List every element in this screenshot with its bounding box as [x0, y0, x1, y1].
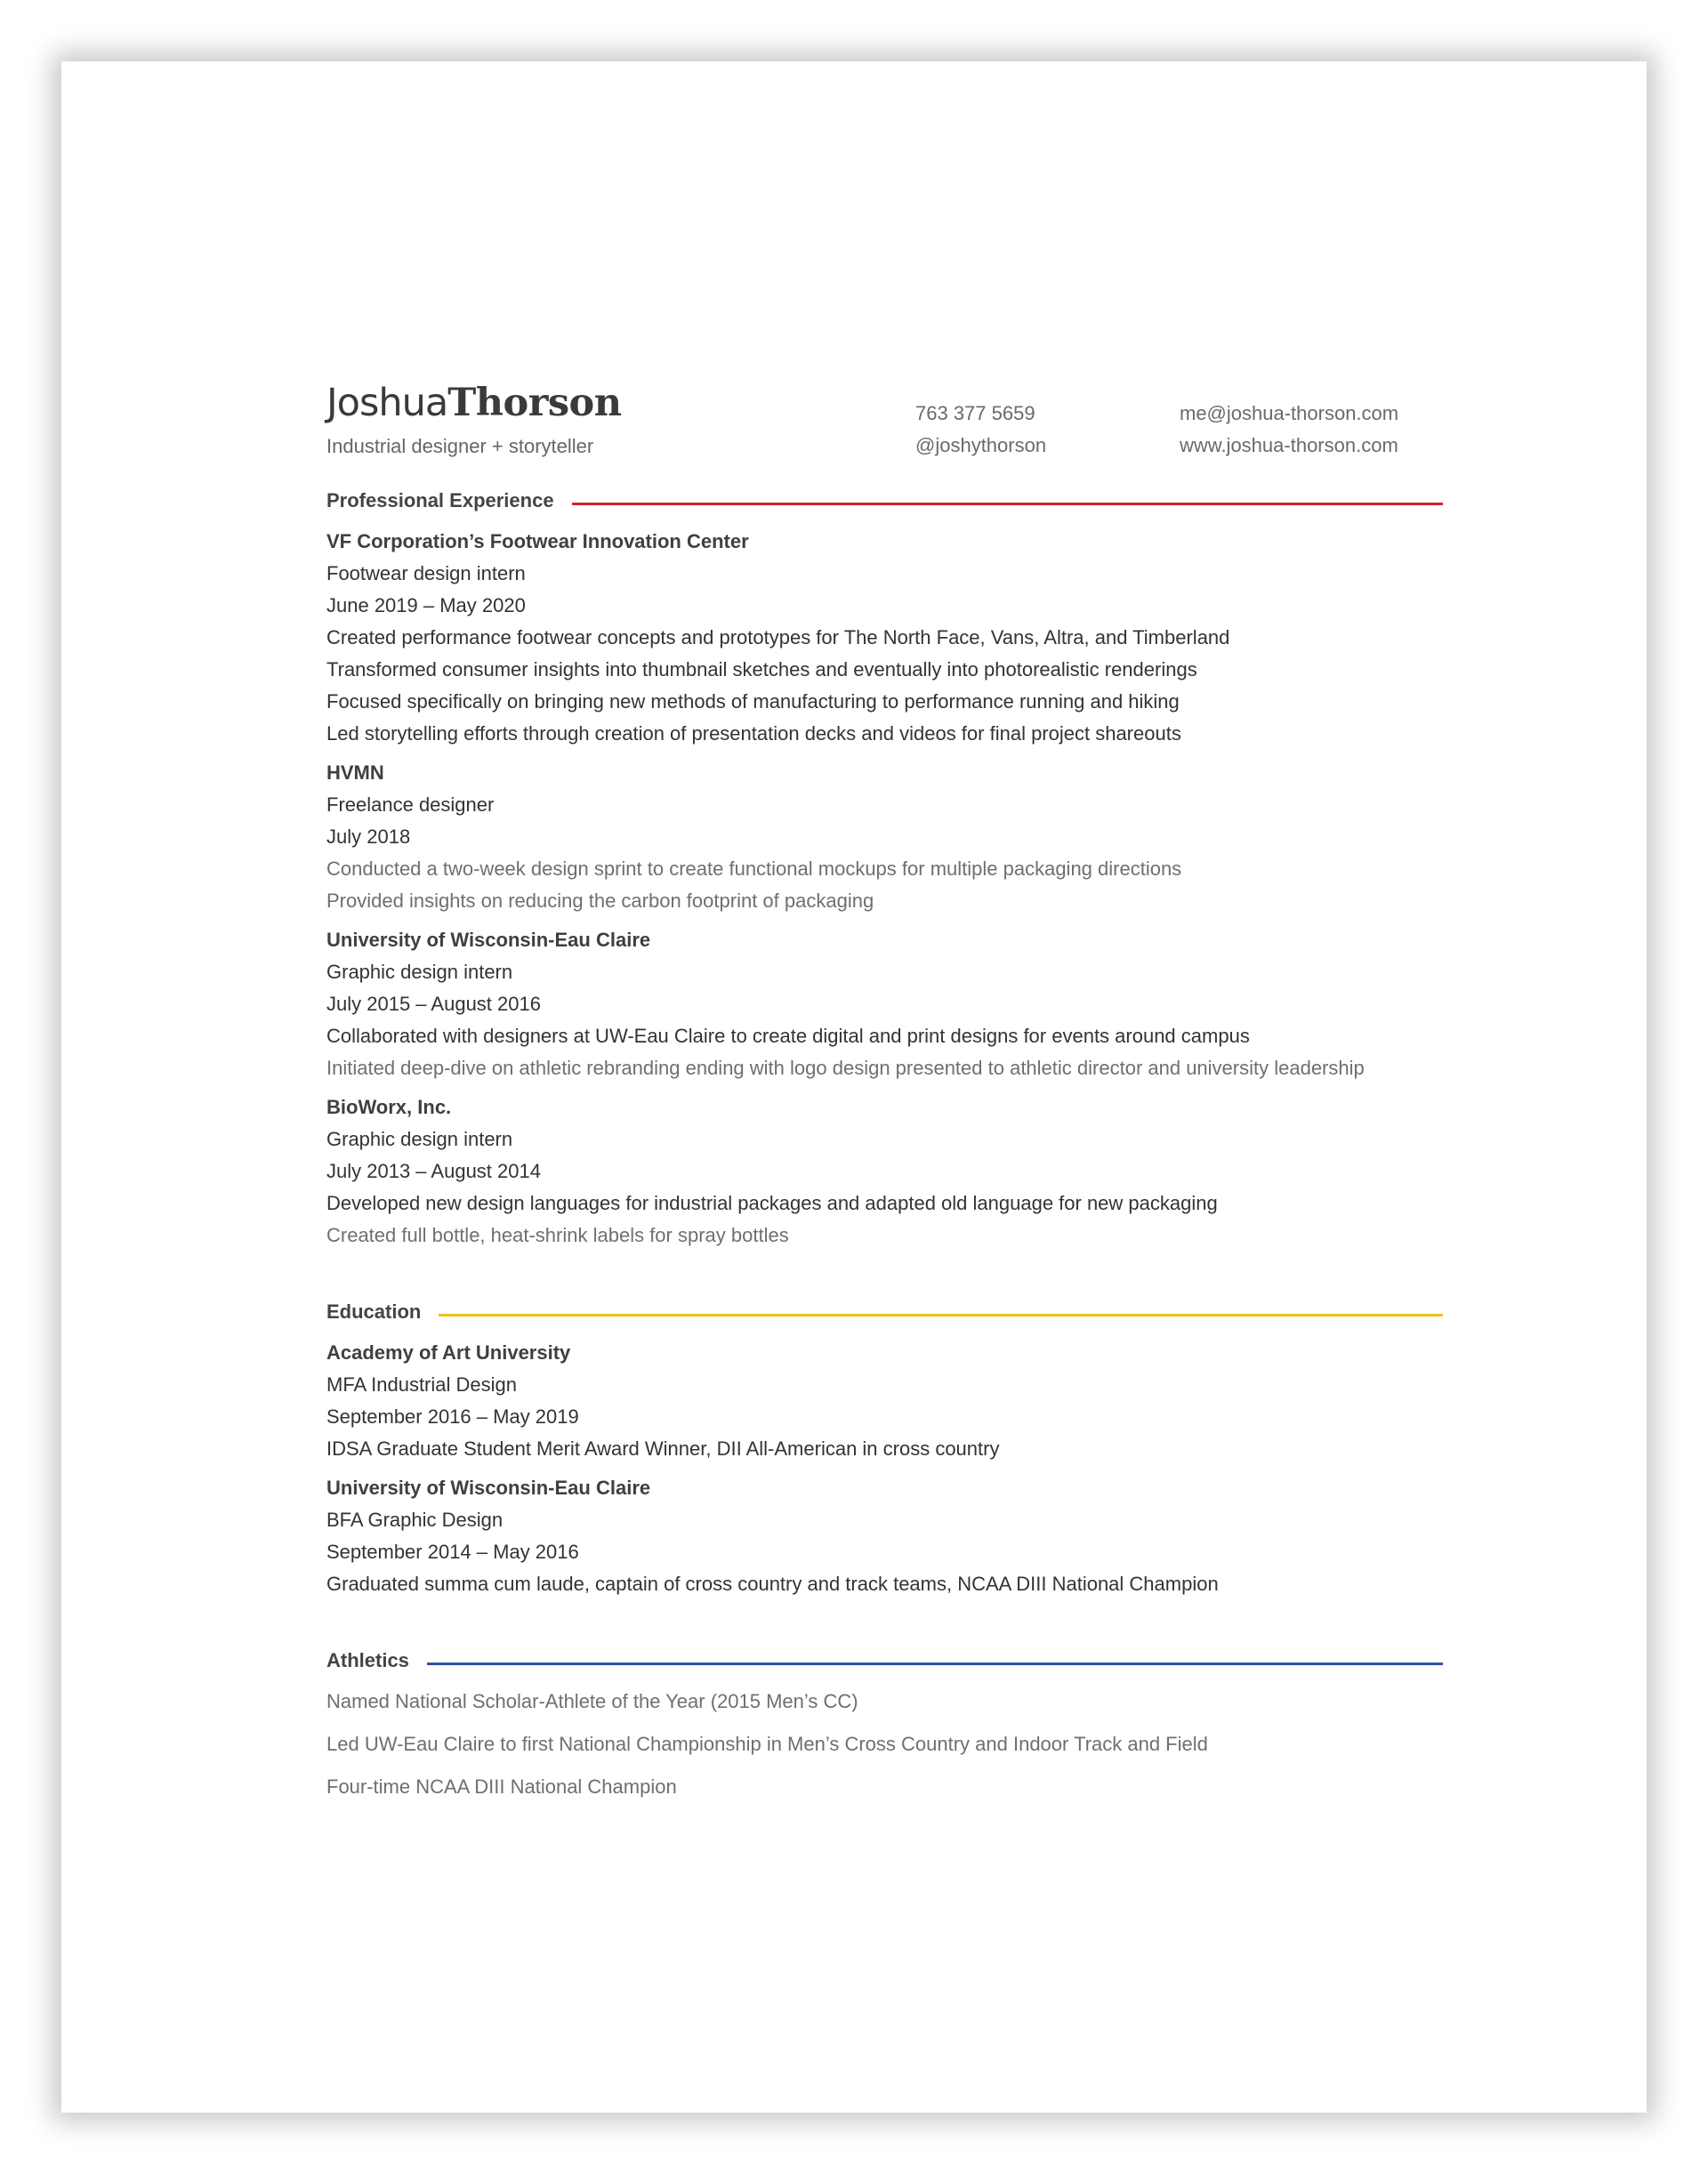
job-description: Created full bottle, heat-shrink labels for spray bottles: [326, 1224, 789, 1246]
job-dates: July 2015 – August 2016: [326, 993, 541, 1015]
job-description: Provided insights on reducing the carbon footprint of packaging: [326, 890, 874, 912]
job-description: Developed new design languages for industrial packages and adapted old language for new packaging: [326, 1192, 1218, 1214]
resume-content: [326, 380, 1443, 1808]
experience-heading: [326, 483, 1443, 519]
athletics-achievement: Named National Scholar-Athlete of the Year (2015 Men’s CC): [326, 1690, 858, 1712]
employer-name: VF Corporation’s Footwear Innovation Center: [326, 530, 749, 552]
degree-name: MFA Industrial Design: [326, 1373, 517, 1396]
experience-entry: [326, 757, 1443, 917]
resume-header: [326, 380, 1443, 469]
education-note: Graduated summa cum laude, captain of cross country and track teams, NCAA DIII National Champion: [326, 1573, 1219, 1595]
job-dates: June 2019 – May 2020: [326, 594, 526, 616]
job-description: Led storytelling efforts through creation of presentation decks and videos for final project shareouts: [326, 722, 1181, 745]
experience-entry: [326, 1091, 1443, 1252]
email-address[interactable]: me@joshua-thorson.com: [1180, 402, 1399, 424]
phone-number: 763 377 5659: [915, 402, 1035, 424]
job-description: Focused specifically on bringing new methods of manufacturing to performance running and hiking: [326, 690, 1180, 713]
employer-name: BioWorx, Inc.: [326, 1096, 452, 1118]
education-section: [326, 1294, 1443, 1600]
contact-column-web: [1180, 398, 1398, 462]
full-name: [326, 380, 622, 426]
website-url[interactable]: www.joshua-thorson.com: [1180, 434, 1398, 456]
experience-entry: [326, 924, 1443, 1084]
athletics-rule: [427, 1663, 1443, 1665]
school-name: University of Wisconsin-Eau Claire: [326, 1477, 651, 1499]
education-heading: [326, 1294, 1443, 1330]
education-dates: September 2014 – May 2016: [326, 1541, 579, 1563]
employer-name: University of Wisconsin-Eau Claire: [326, 929, 651, 951]
job-dates: July 2013 – August 2014: [326, 1160, 541, 1182]
job-description: Collaborated with designers at UW-Eau Claire to create digital and print designs for events around campus: [326, 1025, 1250, 1047]
school-name: Academy of Art University: [326, 1341, 571, 1364]
athletics-achievement: Four-time NCAA DIII National Champion: [326, 1775, 677, 1798]
job-role: Graphic design intern: [326, 961, 513, 983]
experience-title: Professional Experience: [326, 489, 554, 511]
last-name: Thorson: [447, 381, 622, 425]
experience-entry: [326, 526, 1443, 750]
job-role: Freelance designer: [326, 793, 495, 816]
education-note: IDSA Graduate Student Merit Award Winner, DII All-American in cross country: [326, 1437, 1000, 1460]
contact-column-phone: [915, 398, 1046, 462]
education-rule: [439, 1314, 1443, 1316]
education-dates: September 2016 – May 2019: [326, 1405, 579, 1428]
job-description: Transformed consumer insights into thumbnail sketches and eventually into photorealistic renderings: [326, 658, 1197, 680]
job-role: Footwear design intern: [326, 562, 526, 584]
athletics-section: [326, 1643, 1443, 1808]
education-entry: [326, 1337, 1443, 1465]
job-role: Graphic design intern: [326, 1128, 513, 1150]
education-title: Education: [326, 1300, 422, 1323]
athletics-heading: [326, 1643, 1443, 1679]
experience-rule: [572, 503, 1443, 505]
social-handle: @joshythorson: [915, 434, 1047, 456]
experience-section: [326, 483, 1443, 1252]
job-description: Initiated deep-dive on athletic rebranding ending with logo design presented to athletic director and university leadership: [326, 1057, 1365, 1079]
job-description: Created performance footwear concepts and prototypes for The North Face, Vans, Altra, and Timberland: [326, 626, 1230, 648]
tagline: Industrial designer + storyteller: [326, 435, 594, 457]
resume-page: [61, 61, 1647, 2113]
education-entry: [326, 1472, 1443, 1600]
employer-name: HVMN: [326, 761, 384, 784]
job-description: Conducted a two-week design sprint to create functional mockups for multiple packaging directions: [326, 858, 1182, 880]
athletics-title: Athletics: [326, 1649, 409, 1671]
degree-name: BFA Graphic Design: [326, 1509, 504, 1531]
first-name: Joshua: [326, 381, 448, 425]
athletics-achievement: Led UW-Eau Claire to first National Championship in Men’s Cross Country and Indoor Track and Field: [326, 1733, 1208, 1755]
job-dates: July 2018: [326, 825, 411, 848]
